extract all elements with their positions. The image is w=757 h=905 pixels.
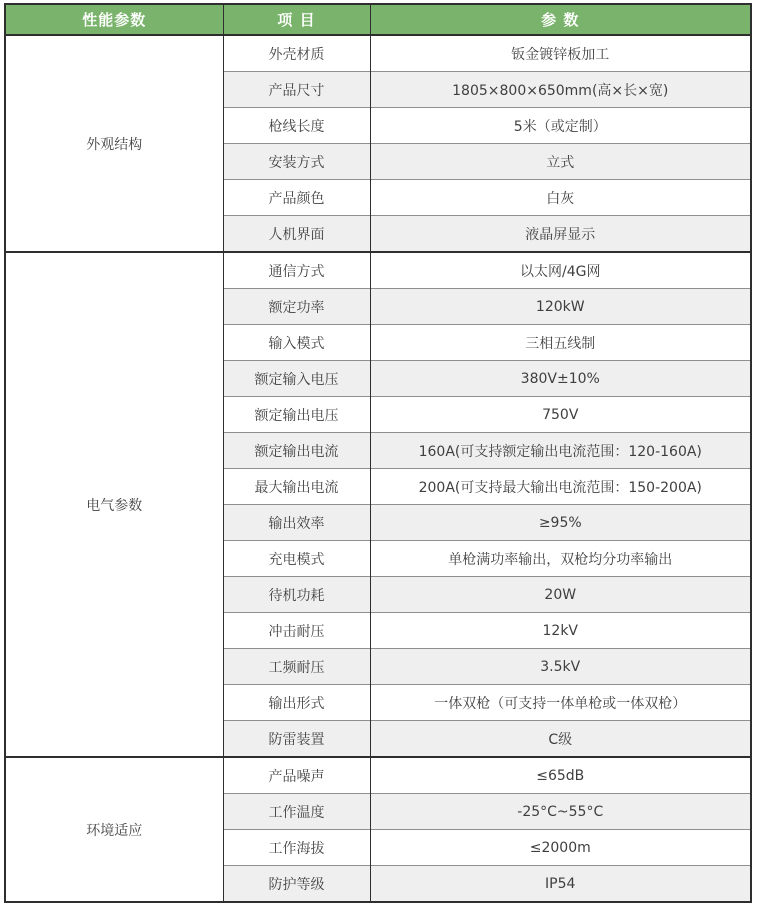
header-cell-parameter: 参 数 (370, 4, 751, 35)
table-row (5, 35, 751, 72)
value-cell: ≤2000m (370, 830, 751, 866)
value-cell: 一体双枪（可支持一体单枪或一体双枪） (370, 685, 751, 721)
value-cell: 白灰 (370, 180, 751, 216)
value-cell: 三相五线制 (370, 325, 751, 361)
value-cell: 380V±10% (370, 361, 751, 397)
value-cell: 以太网/4G网 (370, 252, 751, 289)
value-cell: 160A(可支持额定输出电流范围：120-160A) (370, 433, 751, 469)
item-cell: 通信方式 (223, 252, 370, 289)
value-cell: IP54 (370, 866, 751, 903)
value-cell: 200A(可支持最大输出电流范围：150-200A) (370, 469, 751, 505)
group-cell: 外观结构 (5, 35, 223, 252)
item-cell: 工作温度 (223, 794, 370, 830)
item-cell: 最大输出电流 (223, 469, 370, 505)
value-cell: 5米（或定制） (370, 108, 751, 144)
table-row (5, 757, 751, 794)
value-cell: 120kW (370, 289, 751, 325)
item-cell: 外壳材质 (223, 35, 370, 72)
item-cell: 额定输出电压 (223, 397, 370, 433)
value-cell: ≤65dB (370, 757, 751, 794)
item-cell: 防护等级 (223, 866, 370, 903)
item-cell: 输出效率 (223, 505, 370, 541)
value-cell: C级 (370, 721, 751, 758)
value-cell: 3.5kV (370, 649, 751, 685)
value-cell: 20W (370, 577, 751, 613)
value-cell: 750V (370, 397, 751, 433)
group-cell: 环境适应 (5, 757, 223, 902)
value-cell: 立式 (370, 144, 751, 180)
value-cell: -25°C~55°C (370, 794, 751, 830)
header-cell-performance-params: 性能参数 (5, 4, 223, 35)
item-cell: 冲击耐压 (223, 613, 370, 649)
value-cell: 12kV (370, 613, 751, 649)
item-cell: 防雷装置 (223, 721, 370, 758)
item-cell: 人机界面 (223, 216, 370, 253)
spec-table-body (5, 35, 751, 902)
item-cell: 工频耐压 (223, 649, 370, 685)
item-cell: 枪线长度 (223, 108, 370, 144)
group-cell: 电气参数 (5, 252, 223, 757)
value-cell: 单枪满功率输出，双枪均分功率输出 (370, 541, 751, 577)
spec-table (4, 3, 752, 903)
spec-table-header (5, 4, 751, 35)
item-cell: 产品尺寸 (223, 72, 370, 108)
value-cell: ≥95% (370, 505, 751, 541)
item-cell: 额定输入电压 (223, 361, 370, 397)
item-cell: 输入模式 (223, 325, 370, 361)
value-cell: 液晶屏显示 (370, 216, 751, 253)
item-cell: 安装方式 (223, 144, 370, 180)
value-cell: 钣金镀锌板加工 (370, 35, 751, 72)
table-row (5, 252, 751, 289)
item-cell: 额定功率 (223, 289, 370, 325)
item-cell: 充电模式 (223, 541, 370, 577)
value-cell: 1805×800×650mm(高×长×宽) (370, 72, 751, 108)
header-cell-item: 项 目 (223, 4, 370, 35)
header-row (5, 4, 751, 35)
item-cell: 输出形式 (223, 685, 370, 721)
item-cell: 待机功耗 (223, 577, 370, 613)
item-cell: 额定输出电流 (223, 433, 370, 469)
item-cell: 产品噪声 (223, 757, 370, 794)
item-cell: 产品颜色 (223, 180, 370, 216)
item-cell: 工作海拔 (223, 830, 370, 866)
